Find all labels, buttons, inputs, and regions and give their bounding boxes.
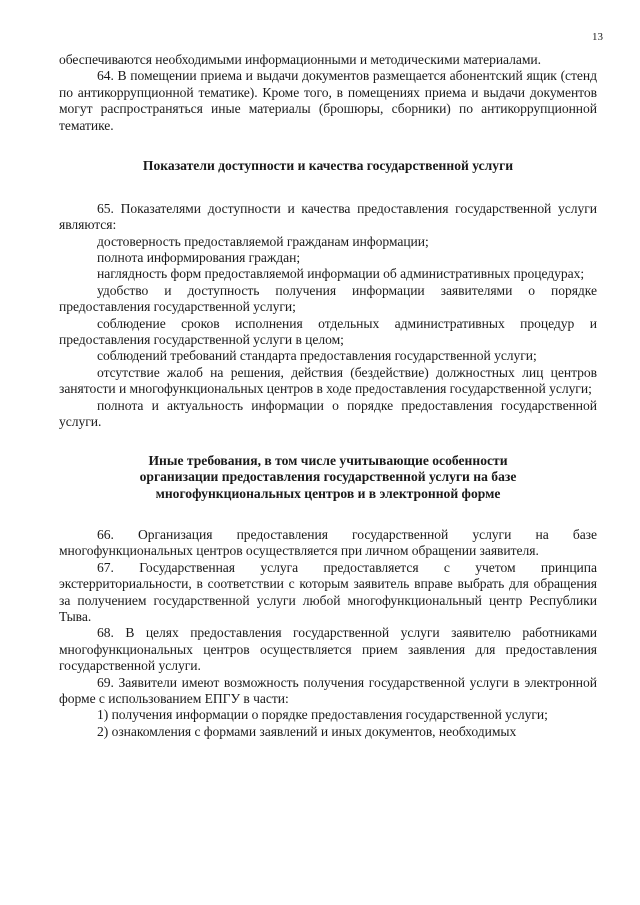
page-number: 13 [592, 31, 603, 43]
list-item: полнота и актуальность информации о порядке предоставления государственной услуги. [59, 397, 597, 430]
list-item: соблюдений требований стандарта предоставления государственной услуги; [97, 348, 537, 364]
paragraph-69-item-2: 2) ознакомления с формами заявлений и иных документов, необходимых [97, 723, 517, 739]
heading-line: Иные требования, в том числе учитывающие особенности [148, 452, 508, 468]
paragraph-66: 66. Организация предоставления государственной услуги на базе многофункциональных центров осуществляется при личном обращении заявителя. [59, 526, 597, 559]
heading-line: многофункциональных центров и в электронной форме [155, 486, 501, 502]
list-item: отсутствие жалоб на решения, действия (бездействие) должностных лиц центров занятости и многофункциональных центров в ходе предоставления государственной услуги; [59, 364, 597, 397]
paragraph-64: 64. В помещении приема и выдачи документов размещается абонентский ящик (стенд по антикоррупционной тематике). Кроме того, в помещениях приема и выдачи документов могут распространяться иные материалы (брошюры, сборники) по антикоррупционной тематике. [59, 68, 597, 133]
heading-line: организации предоставления государственной услуги на базе [139, 469, 517, 485]
paragraph-continuation: обеспечиваются необходимыми информационными и методическими материалами. [59, 52, 541, 67]
paragraph-69: 69. Заявители имеют возможность получения государственной услуги в электронной форме с использованием ЕПГУ в части: [59, 674, 597, 706]
list-item: полнота информирования граждан; [97, 250, 301, 266]
list-item: достоверность предоставляемой гражданам информации; [97, 233, 429, 249]
section-heading-other-requirements [59, 453, 597, 503]
list-item: удобство и доступность получения информации заявителями о порядке предоставления государственной услуги; [59, 282, 597, 315]
section-heading-accessibility: Показатели доступности и качества государственной услуги [142, 158, 514, 174]
paragraph-67: 67. Государственная услуга предоставляется с учетом принципа экстерриториальности, в соответствии с которым заявитель вправе выбрать для обращения за получением государственной услуги любой многофункциональный центр Республики Тыва. [59, 559, 597, 624]
paragraph-65: 65. Показателями доступности и качества предоставления государственной услуги являются: [59, 200, 597, 233]
paragraph-69-item-1: 1) получения информации о порядке предоставления государственной услуги; [97, 707, 548, 723]
list-item: наглядность форм предоставляемой информации об административных процедурах; [97, 266, 585, 282]
paragraph-68: 68. В целях предоставления государственной услуги заявителю работниками многофункциональных центров осуществляется прием заявления для предоставления государственной услуги. [59, 625, 597, 674]
list-item: соблюдение сроков исполнения отдельных административных процедур и предоставления государственной услуги в целом; [59, 315, 597, 348]
